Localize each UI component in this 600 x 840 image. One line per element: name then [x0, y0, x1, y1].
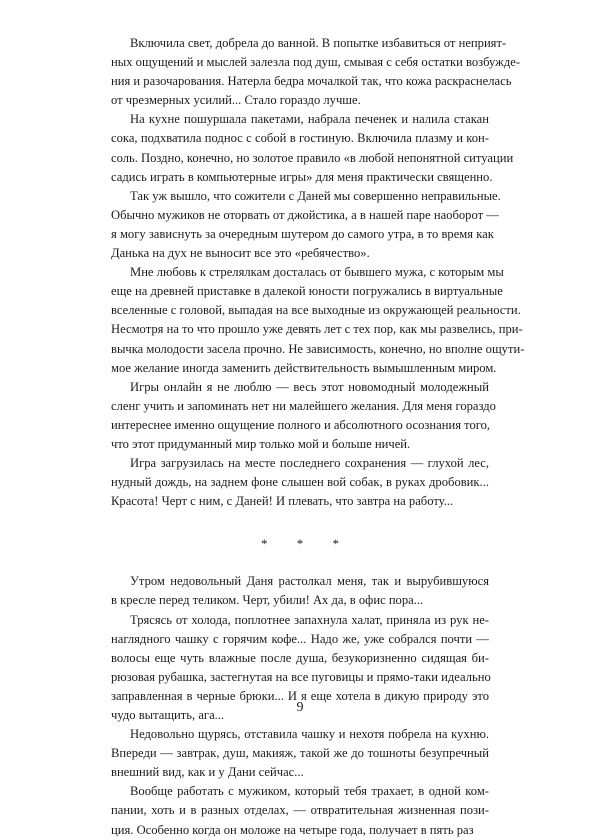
page-number: 9 — [296, 700, 304, 715]
text-line: в кресле перед теликом. Черт, убили! Ах да, в офис пора... — [111, 593, 424, 608]
text-line: заправленная в черные брюки... И я еще хотела в дикую природу это — [111, 688, 489, 703]
text-line: сока, подхватила поднос с собой в гостиную. Включила плазму и кон- — [111, 131, 489, 146]
text-line: сленг учить и запоминать нет ни малейшего желания. Для меня гораздо — [111, 398, 496, 413]
text-before-separator — [111, 34, 525, 511]
paragraph — [111, 263, 525, 378]
text-line: ния и разочарования. Натерла бедра мочалкой так, что кожа раскраснелась — [111, 74, 512, 89]
text-line: Красота! Черт с ним, с Даней! И плевать, что завтра на работу... — [111, 494, 454, 509]
text-line: Включила свет, добрела до ванной. В попытке избавиться от неприят- — [130, 36, 507, 50]
text-line: Утром недовольный Даня растолкал меня, так и вырубившуюся — [130, 574, 489, 589]
text-line: что этот придуманный мир только мой и больше ничей. — [111, 436, 411, 451]
text-line: Игры онлайн я не люблю — весь этот новомодный молодежный — [130, 379, 489, 394]
paragraph — [111, 725, 489, 782]
text-line: наглядного чашку с горячим кофе... Надо же, уже собрался почти — — [111, 631, 489, 646]
text-line: мое желание иногда заменить действительность вымышленным миром. — [111, 360, 497, 375]
text-line: от чрезмерных усилий... Стало гораздо лучше. — [111, 93, 361, 108]
text-line: интереснее именно ощущение полного и абсолютного осознания того, — [111, 417, 491, 432]
paragraph — [111, 187, 501, 263]
text-line: Данька на дух не выносит все это «ребячество». — [111, 246, 370, 261]
paragraph — [111, 110, 514, 186]
paragraph — [111, 454, 489, 511]
text-line: Несмотря на то что прошло уже девять лет с тех пор, как мы развелись, при- — [111, 322, 523, 337]
text-line: вселенные с головой, выпадая на все выходные из окружающей реальности. — [111, 303, 521, 318]
text-line: волосы еще чуть влажные после душа, безукоризненно сидящая би- — [111, 650, 489, 665]
text-line: чудо вытащить, ага... — [111, 708, 225, 722]
paragraph — [111, 572, 489, 610]
text-line: На кухне пошуршала пакетами, набрала печенек и налила стакан — [130, 112, 489, 127]
text-line: садись играть в компьютерные игры» для меня практически священно. — [111, 169, 493, 184]
text-line: Обычно мужиков не оторвать от джойстика, а в нашей паре наоборот — — [111, 207, 499, 222]
text-line: Недовольно щурясь, отставила чашку и нехотя побрела на кухню. — [130, 727, 489, 742]
text-line: Игра загрузилась на месте последнего сохранения — глухой лес, — [130, 456, 489, 471]
page-text — [111, 34, 525, 840]
paragraph — [111, 378, 496, 454]
paragraph — [111, 34, 521, 110]
text-line: Трясясь от холода, поплотнее запахнула халат, приняла из рук не- — [130, 612, 489, 627]
text-line: Впереди — завтрак, душ, макияж, такой же до тошноты безупречный — [111, 746, 489, 761]
text-line: Вообще работать с мужиком, который тебя трахает, в одной ком- — [130, 784, 489, 799]
text-line: Так уж вышло, что сожители с Даней мы совершенно неправильные. — [130, 188, 501, 203]
text-line: ция. Особенно когда он моложе на четыре года, получает в пять раз — [111, 822, 474, 837]
text-line: соль. Поздно, конечно, но золотое правило «в любой непонятной ситуации — [111, 150, 514, 165]
text-line: внешний вид, как и у Дани сейчас... — [111, 765, 304, 780]
text-line: нудный дождь, на заднем фоне слышен вой собак, в руках дробовик... — [111, 475, 489, 490]
text-line: рюзовая рубашка, застегнутая на все пуговицы и прямо-таки идеально — [111, 669, 491, 684]
paragraph — [111, 782, 489, 839]
text-line: Мне любовь к стрелялкам досталась от бывшего мужа, с которым мы — [130, 265, 504, 280]
text-line: пании, хоть и в разных отделах, — отвратительная жизненная пози- — [111, 803, 489, 818]
text-line: вычка молодости засела прочно. Не зависимость, конечно, но вполне ощути- — [111, 341, 525, 356]
text-line: ных ощущений и мыслей залезла под душ, смывая с себя остатки возбужде- — [111, 55, 521, 70]
section-separator: * * * — [261, 536, 352, 552]
text-line: я могу зависнуть за очередным шутером до самого утра, в то время как — [111, 226, 494, 241]
text-line: еще на древней приставке в далекой юности погружались в виртуальные — [111, 284, 503, 299]
